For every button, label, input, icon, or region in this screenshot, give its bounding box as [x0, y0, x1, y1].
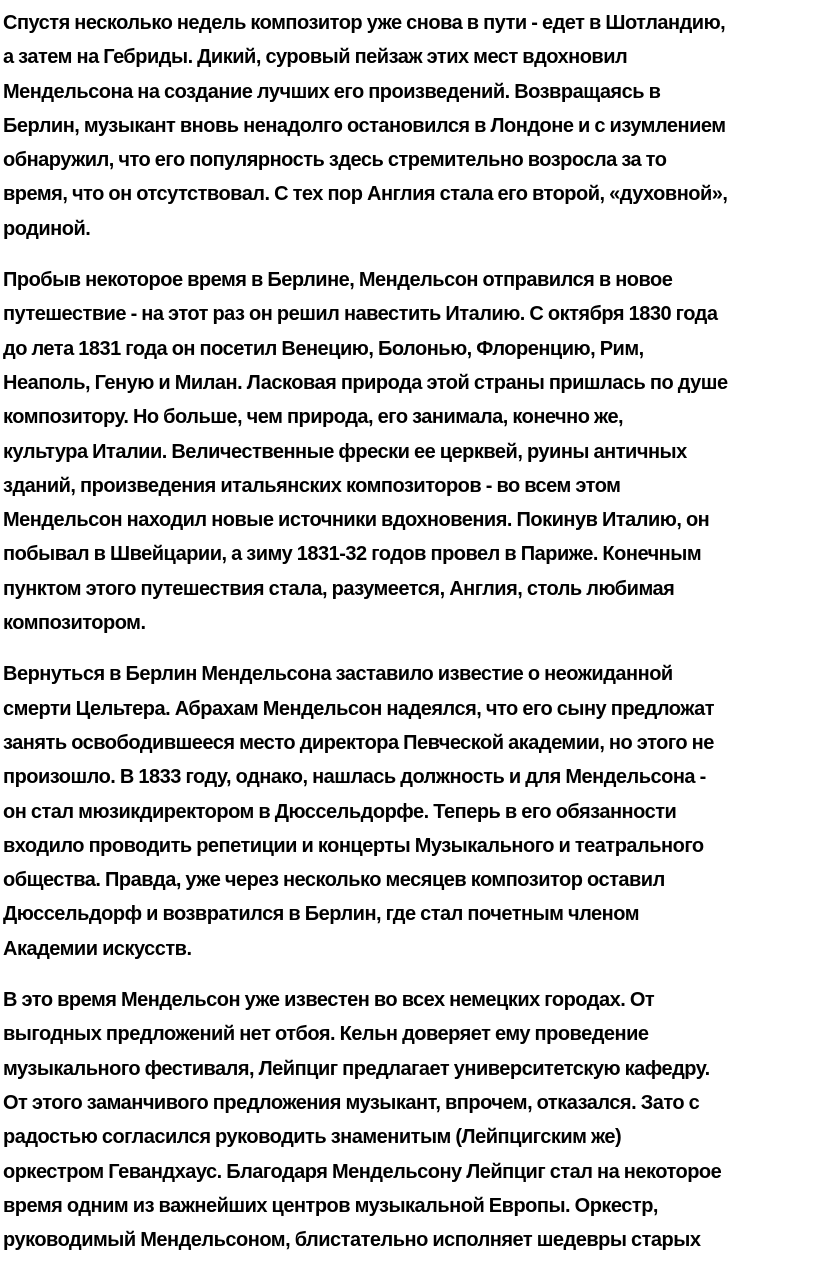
paragraph-italy: Пробыв некоторое время в Берлине, Мендельсон отправился в новое путешествие - на этот раз он решил навестить Италию. С октября 1830 года до лета 1831 года он посетил Венецию, Болонью, Флоренцию, Рим, Неаполь, Геную и Милан. Ласковая природа этой страны пришлась по душе композитору. Но больше, чем природа, его занимала, конечно же, культура Италии. Величественные фрески ее церквей, руины античных зданий, произведения итальянских композиторов - во всем этом Мендельсон находил новые источники вдохновения. Покинув Италию, он побывал в Швейцарии, а зиму 1831-32 годов провел в Париже. Конечным пунктом этого путешествия стала, разумеется, Англия, столь любимая композитором. — [3, 269, 728, 635]
paragraph-leipzig: В это время Мендельсон уже известен во всех немецких городах. От выгодных предложений нет отбоя. Кельн доверяет ему проведение музыкального фестиваля, Лейпциг предлагает университетскую кафедру. От этого заманчивого предложения музыкант, впрочем, отказался. Зато с радостью согласился руководить знаменитым (Лейпцигским же) оркестром Гевандхаус. Благодаря Мендельсону Лейпциг стал на некоторое время одним из важнейших центров музыкальной Европы. Оркестр, руководимый Мендельсоном, блистательно исполняет шедевры старых — [3, 989, 722, 1252]
paragraph-dusseldorf: Вернуться в Берлин Мендельсона заставило известие о неожиданной смерти Цельтера. Абрахам Мендельсон надеялся, что его сыну предложат занять освободившееся место директора Певческой академии, но этого не произошло. В 1833 году, однако, нашлась должность и для Мендельсона - он стал мюзикдиректором в Дюссельдорфе. Теперь в его обязанности входило проводить репетиции и концерты Музыкального и театрального общества. Правда, уже через несколько месяцев композитор оставил Дюссельдорф и возвратился в Берлин, где стал почетным членом Академии искусств. — [3, 663, 715, 960]
paragraph-scotland: Спустя несколько недель композитор уже снова в пути - едет в Шотландию, а затем на Гебриды. Дикий, суровый пейзаж этих мест вдохновил Мендельсона на создание лучших его произведений. Возвращаясь в Берлин, музыкант вновь ненадолго остановился в Лондоне и с изумлением обнаружил, что его популярность здесь стремительно возросла за то время, что он отсутствовал. С тех пор Англия стала его второй, «духовной», родиной. — [3, 12, 728, 240]
